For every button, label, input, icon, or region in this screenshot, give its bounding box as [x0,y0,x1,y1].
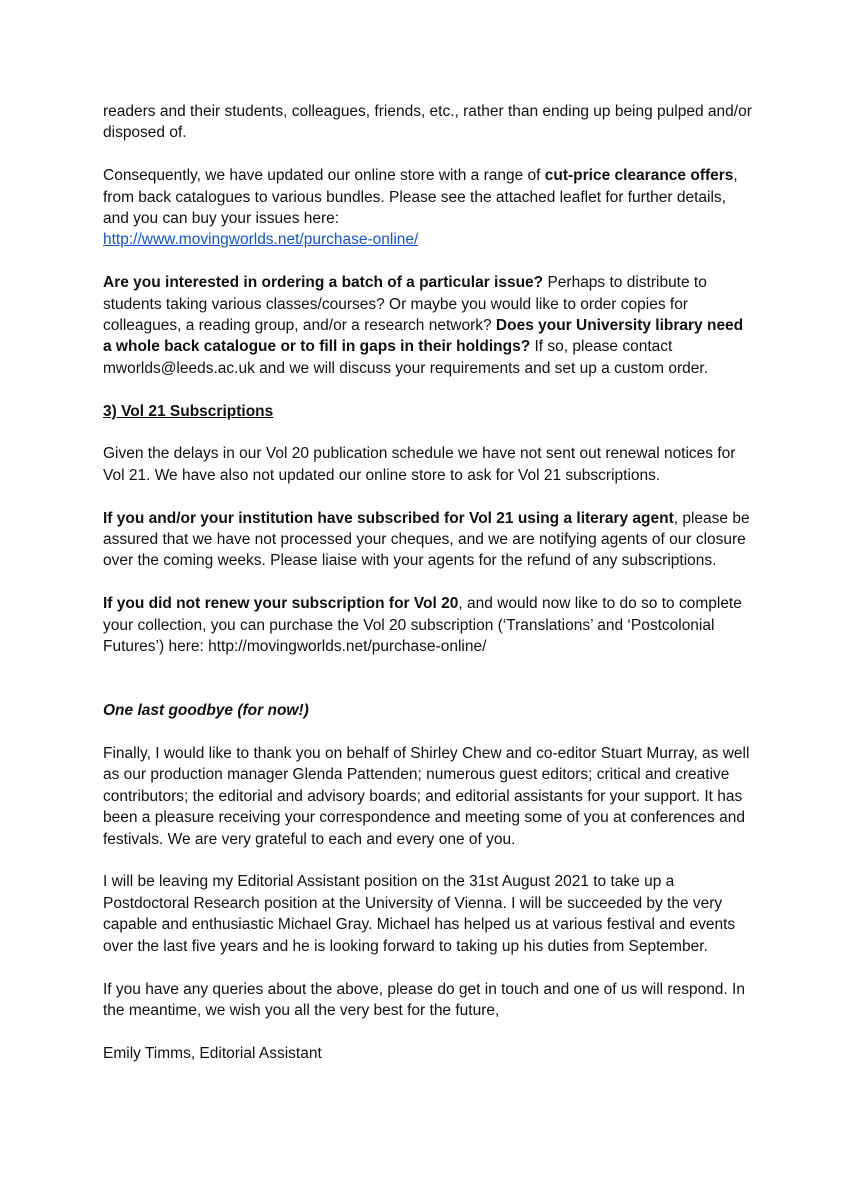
paragraph-queries [103,979,753,1022]
paragraph-text: If so, please contact mworlds@leeds.ac.uk and we will discuss your requirements and set up a custom order. [103,338,709,377]
paragraph-clearance-offers [103,165,753,251]
paragraph-thanks [103,743,753,850]
paragraph-text: Perhaps to distribute to students taking various classes/courses? Or maybe you would like to order copies for colleagues, a reading group, and/or a research network? [103,274,707,335]
paragraph-leaving [103,871,753,957]
paragraph-literary-agent [103,508,753,572]
bold-phrase: Does your University library need a whole back catalogue or to fill in gaps in their holdings? [103,317,744,356]
paragraph-vol20-subscription [103,593,753,657]
bold-phrase: cut-price clearance offers [544,167,734,185]
paragraph-text: If you have any queries about the above, please do get in touch and one of us will respond. In the meantime, we wish you all the very best for the future, [103,980,745,1019]
bold-phrase: If you did not renew your subscription for Vol 20 [103,595,459,613]
paragraph-text: , and would now like to do so to complete your collection, you can purchase the Vol 20 subscription (‘Translations’ and ‘Postcolonial Futures’) here: http://movingworlds.net/purchase-online/ [103,595,742,656]
paragraph-text: readers and their students, colleagues, friends, etc., rather than ending up being pulped and/or disposed of. [103,103,752,142]
section-heading-subscriptions: 3) Vol 21 Subscriptions [103,402,274,420]
paragraph-text: I will be leaving my Editorial Assistant position on the 31st August 2021 to take up a Postdoctoral Research position at the University of Vienna. I will be succeeded by the very capable and enthusiastic Michael Gray. Michael has helped us at various festival and events over the last five years and he is looking forward to taking up his duties from September. [103,873,736,955]
purchase-online-link[interactable]: http://www.movingworlds.net/purchase-online/ [103,231,419,249]
paragraph-text: , please be assured that we have not processed your cheques, and we are notifying agents of our closure over the coming weeks. Please liaise with your agents for the refund of any subscriptions. [103,509,750,570]
letter-body [103,101,753,1086]
paragraph-text: Given the delays in our Vol 20 publication schedule we have not sent out renewal notices for Vol 21. We have also not updated our online store to ask for Vol 21 subscriptions. [103,445,736,484]
paragraph-renewal-notices [103,443,753,486]
paragraph-batch-orders [103,272,753,379]
paragraph-pulped [103,101,753,144]
paragraph-text: Finally, I would like to thank you on behalf of Shirley Chew and co-editor Stuart Murray, as well as our production manager Glenda Pattenden; numerous guest editors; critical and creative contributors; the editorial and advisory boards; and editorial assistants for your support. It has been a pleasure receiving your correspondence and meeting some of you at conferences and festivals. We are very grateful to each and every one of you. [103,745,750,848]
bold-phrase: If you and/or your institution have subscribed for Vol 21 using a literary agent [103,509,674,527]
paragraph-text: Consequently, we have updated our online store with a range of [103,167,545,185]
section-heading-goodbye: One last goodbye (for now!) [103,702,309,720]
bold-phrase: Are you interested in ordering a batch of a particular issue? [103,274,544,292]
signature: Emily Timms, Editorial Assistant [103,1044,322,1062]
paragraph-text: , from back catalogues to various bundles. Please see the attached leaflet for further details, and you can buy your issues here: [103,167,738,228]
